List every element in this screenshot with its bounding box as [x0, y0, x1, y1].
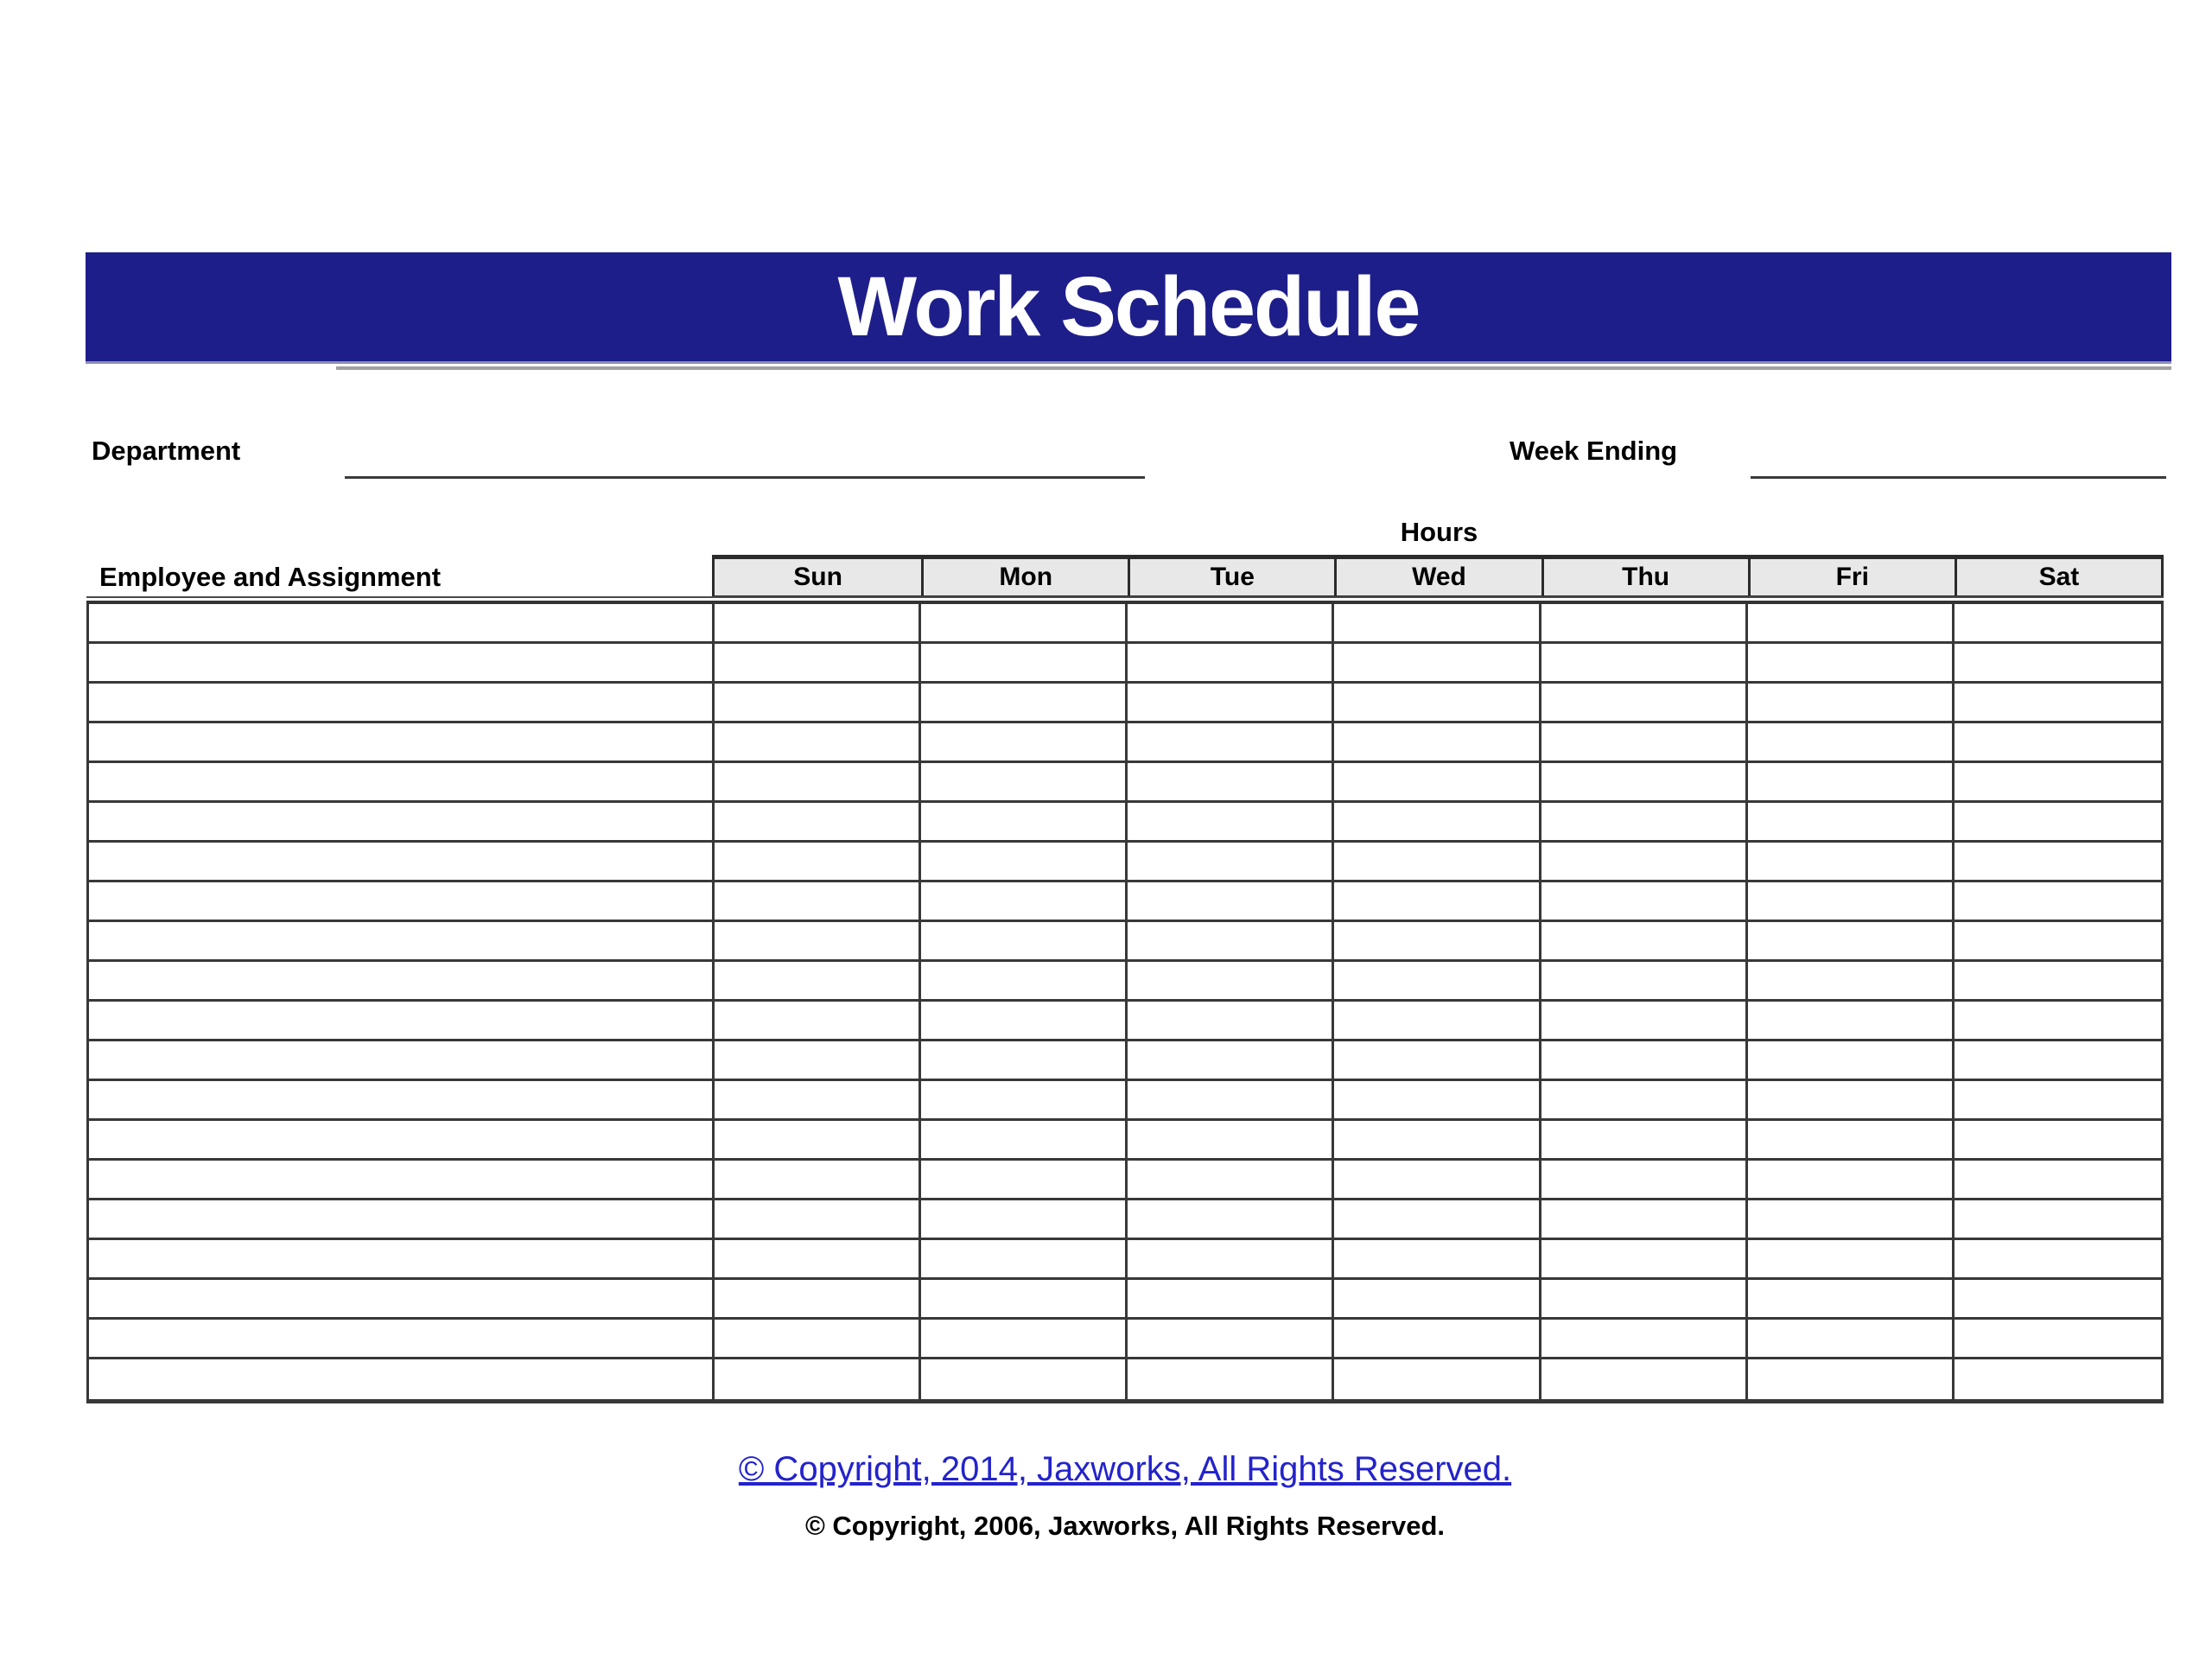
hour-cell-wed[interactable]	[1334, 1081, 1541, 1121]
hour-cell-mon[interactable]	[921, 684, 1128, 723]
hour-cell-sun[interactable]	[715, 843, 921, 882]
hour-cell-sat[interactable]	[1955, 1002, 2161, 1041]
hour-cell-sat[interactable]	[1955, 763, 2161, 803]
hour-cell-sat[interactable]	[1955, 1240, 2161, 1280]
hour-cell-sun[interactable]	[715, 1320, 921, 1359]
banner-drop-shadow	[336, 366, 2171, 370]
week-ending-label: Week Ending	[1510, 436, 1678, 466]
hour-cell-fri[interactable]	[1748, 1081, 1955, 1121]
hour-cell-tue[interactable]	[1128, 723, 1334, 763]
hour-cell-mon[interactable]	[921, 843, 1128, 882]
day-header-sun: Sun	[793, 563, 842, 591]
hour-cell-fri[interactable]	[1748, 803, 1955, 843]
day-header-thu: Thu	[1541, 559, 1748, 595]
copyright-2014-link[interactable]: © Copyright, 2014, Jaxworks, All Rights Reserved.	[738, 1450, 1512, 1488]
hour-cell-sat[interactable]	[1955, 803, 2161, 843]
hour-cell-tue[interactable]	[1128, 922, 1334, 962]
hour-cell-tue[interactable]	[1128, 803, 1334, 843]
title-banner	[86, 252, 2171, 364]
hour-cell-wed[interactable]	[1334, 1280, 1541, 1320]
hour-cell-tue[interactable]	[1128, 1359, 1334, 1399]
hour-cell-wed[interactable]	[1334, 1121, 1541, 1161]
employee-cell[interactable]	[89, 1280, 715, 1320]
employee-cell[interactable]	[89, 1161, 715, 1200]
hour-cell-fri[interactable]	[1748, 922, 1955, 962]
hour-cell-sun[interactable]	[715, 684, 921, 723]
employee-cell[interactable]	[89, 1320, 715, 1359]
hour-cell-tue[interactable]	[1128, 604, 1334, 644]
department-input-line[interactable]	[345, 476, 1145, 479]
hour-cell-fri[interactable]	[1748, 882, 1955, 922]
hour-cell-mon[interactable]	[921, 1121, 1128, 1161]
hour-cell-fri[interactable]	[1748, 644, 1955, 684]
employee-cell[interactable]	[89, 962, 715, 1002]
hour-cell-sun[interactable]	[715, 962, 921, 1002]
hour-cell-sun[interactable]	[715, 882, 921, 922]
hour-cell-thu[interactable]	[1541, 644, 1748, 684]
day-header-tue: Tue	[1128, 559, 1334, 595]
employee-cell[interactable]	[89, 1081, 715, 1121]
day-header-row	[712, 555, 2164, 598]
hour-cell-sun[interactable]	[715, 803, 921, 843]
hour-cell-mon[interactable]	[921, 1161, 1128, 1200]
hour-cell-sat[interactable]	[1955, 644, 2161, 684]
hour-cell-sat[interactable]	[1955, 843, 2161, 882]
hour-cell-sun[interactable]	[715, 922, 921, 962]
hour-cell-fri[interactable]	[1748, 1320, 1955, 1359]
hour-cell-thu[interactable]	[1541, 684, 1748, 723]
hour-cell-wed[interactable]	[1334, 803, 1541, 843]
hour-cell-wed[interactable]	[1334, 723, 1541, 763]
hour-cell-wed[interactable]	[1334, 922, 1541, 962]
hour-cell-mon[interactable]	[921, 803, 1128, 843]
hour-cell-sun[interactable]	[715, 1200, 921, 1240]
hour-cell-wed[interactable]	[1334, 1359, 1541, 1399]
hour-cell-thu[interactable]	[1541, 922, 1748, 962]
hour-cell-wed[interactable]	[1334, 604, 1541, 644]
employee-cell[interactable]	[89, 843, 715, 882]
hour-cell-tue[interactable]	[1128, 1002, 1334, 1041]
hour-cell-fri[interactable]	[1748, 1200, 1955, 1240]
hour-cell-thu[interactable]	[1541, 843, 1748, 882]
hour-cell-sun[interactable]	[715, 763, 921, 803]
hour-cell-sun[interactable]	[715, 1081, 921, 1121]
hour-cell-thu[interactable]	[1541, 1359, 1748, 1399]
employee-cell[interactable]	[89, 882, 715, 922]
week-ending-input-line[interactable]	[1751, 476, 2166, 479]
hour-cell-fri[interactable]	[1748, 1121, 1955, 1161]
employee-cell[interactable]	[89, 723, 715, 763]
hour-cell-wed[interactable]	[1334, 1002, 1541, 1041]
hour-cell-wed[interactable]	[1334, 1200, 1541, 1240]
hour-cell-sun[interactable]	[715, 1280, 921, 1320]
employee-cell[interactable]	[89, 922, 715, 962]
employee-cell[interactable]	[89, 604, 715, 644]
hour-cell-sat[interactable]	[1955, 1359, 2161, 1399]
hour-cell-thu[interactable]	[1541, 604, 1748, 644]
hour-cell-thu[interactable]	[1541, 763, 1748, 803]
hour-cell-sat[interactable]	[1955, 1121, 2161, 1161]
hour-cell-wed[interactable]	[1334, 843, 1541, 882]
hour-cell-sat[interactable]	[1955, 1280, 2161, 1320]
hour-cell-wed[interactable]	[1334, 1161, 1541, 1200]
hour-cell-mon[interactable]	[921, 1041, 1128, 1081]
hour-cell-thu[interactable]	[1541, 962, 1748, 1002]
hour-cell-thu[interactable]	[1541, 1041, 1748, 1081]
header-divider-top	[86, 596, 2164, 598]
hour-cell-tue[interactable]	[1128, 962, 1334, 1002]
hour-cell-fri[interactable]	[1748, 1041, 1955, 1081]
hour-cell-mon[interactable]	[921, 763, 1128, 803]
hour-cell-mon[interactable]	[921, 962, 1128, 1002]
employee-cell[interactable]	[89, 763, 715, 803]
hour-cell-sat[interactable]	[1955, 1081, 2161, 1121]
employee-cell[interactable]	[89, 1041, 715, 1081]
hour-cell-mon[interactable]	[921, 922, 1128, 962]
hour-cell-mon[interactable]	[921, 1200, 1128, 1240]
hour-cell-sun[interactable]	[715, 1240, 921, 1280]
hour-cell-tue[interactable]	[1128, 1121, 1334, 1161]
employee-cell[interactable]	[89, 1002, 715, 1041]
hour-cell-sat[interactable]	[1955, 684, 2161, 723]
hour-cell-sat[interactable]	[1955, 723, 2161, 763]
hour-cell-tue[interactable]	[1128, 644, 1334, 684]
hour-cell-mon[interactable]	[921, 644, 1128, 684]
employee-cell[interactable]	[89, 803, 715, 843]
day-header-wed: Wed	[1334, 559, 1541, 595]
hour-cell-thu[interactable]	[1541, 1002, 1748, 1041]
hour-cell-mon[interactable]	[921, 1359, 1128, 1399]
hour-cell-fri[interactable]	[1748, 1161, 1955, 1200]
hour-cell-sat[interactable]	[1955, 1041, 2161, 1081]
hour-cell-tue[interactable]	[1128, 763, 1334, 803]
hour-cell-sun[interactable]	[715, 1041, 921, 1081]
hour-cell-fri[interactable]	[1748, 684, 1955, 723]
hour-cell-sun[interactable]	[715, 723, 921, 763]
hour-cell-thu[interactable]	[1541, 1121, 1748, 1161]
hour-cell-tue[interactable]	[1128, 1161, 1334, 1200]
hour-cell-thu[interactable]	[1541, 803, 1748, 843]
hour-cell-fri[interactable]	[1748, 843, 1955, 882]
hour-cell-fri[interactable]	[1748, 763, 1955, 803]
hour-cell-sat[interactable]	[1955, 604, 2161, 644]
hour-cell-tue[interactable]	[1128, 843, 1334, 882]
hour-cell-tue[interactable]	[1128, 684, 1334, 723]
employee-cell[interactable]	[89, 644, 715, 684]
hour-cell-thu[interactable]	[1541, 1280, 1748, 1320]
hour-cell-mon[interactable]	[921, 882, 1128, 922]
hour-cell-thu[interactable]	[1541, 882, 1748, 922]
hour-cell-fri[interactable]	[1748, 1002, 1955, 1041]
copyright-2006-text: © Copyright, 2006, Jaxworks, All Rights Reserved.	[804, 1511, 1446, 1541]
hour-cell-thu[interactable]	[1541, 1081, 1748, 1121]
hour-cell-thu[interactable]	[1541, 1240, 1748, 1280]
department-label: Department	[92, 436, 241, 466]
employee-cell[interactable]	[89, 1200, 715, 1240]
hour-cell-sun[interactable]	[715, 604, 921, 644]
hour-cell-thu[interactable]	[1541, 723, 1748, 763]
hour-cell-fri[interactable]	[1748, 604, 1955, 644]
hours-header: Hours	[1400, 517, 1478, 547]
employee-cell[interactable]	[89, 1121, 715, 1161]
hour-cell-mon[interactable]	[921, 1240, 1128, 1280]
hour-cell-tue[interactable]	[1128, 1240, 1334, 1280]
hour-cell-sun[interactable]	[715, 1121, 921, 1161]
hour-cell-wed[interactable]	[1334, 1240, 1541, 1280]
hour-cell-fri[interactable]	[1748, 723, 1955, 763]
hour-cell-wed[interactable]	[1334, 644, 1541, 684]
hour-cell-sun[interactable]	[715, 644, 921, 684]
hour-cell-fri[interactable]	[1748, 1280, 1955, 1320]
hour-cell-fri[interactable]	[1748, 1240, 1955, 1280]
hour-cell-tue[interactable]	[1128, 1280, 1334, 1320]
hour-cell-mon[interactable]	[921, 1002, 1128, 1041]
schedule-grid	[86, 604, 2164, 1403]
employee-assignment-header: Employee and Assignment	[99, 561, 442, 592]
hour-cell-sat[interactable]	[1955, 922, 2161, 962]
employee-cell[interactable]	[89, 1240, 715, 1280]
hour-cell-thu[interactable]	[1541, 1161, 1748, 1200]
hour-cell-wed[interactable]	[1334, 684, 1541, 723]
hour-cell-sat[interactable]	[1955, 1161, 2161, 1200]
employee-cell[interactable]	[89, 684, 715, 723]
hour-cell-thu[interactable]	[1541, 1320, 1748, 1359]
hour-cell-sun[interactable]	[715, 1359, 921, 1399]
hour-cell-tue[interactable]	[1128, 882, 1334, 922]
hour-cell-sat[interactable]	[1955, 962, 2161, 1002]
hour-cell-thu[interactable]	[1541, 1200, 1748, 1240]
hour-cell-mon[interactable]	[921, 1280, 1128, 1320]
hour-cell-sat[interactable]	[1955, 1200, 2161, 1240]
hour-cell-wed[interactable]	[1334, 962, 1541, 1002]
hour-cell-mon[interactable]	[921, 1081, 1128, 1121]
day-header-mon: Mon	[921, 559, 1128, 595]
hour-cell-mon[interactable]	[921, 604, 1128, 644]
hour-cell-sat[interactable]	[1955, 882, 2161, 922]
hour-cell-tue[interactable]	[1128, 1200, 1334, 1240]
page-title: Work Schedule	[837, 259, 1420, 353]
hour-cell-wed[interactable]	[1334, 1320, 1541, 1359]
hour-cell-mon[interactable]	[921, 1320, 1128, 1359]
hour-cell-wed[interactable]	[1334, 882, 1541, 922]
employee-cell[interactable]	[89, 1359, 715, 1399]
hour-cell-fri[interactable]	[1748, 962, 1955, 1002]
hour-cell-sun[interactable]	[715, 1161, 921, 1200]
hour-cell-tue[interactable]	[1128, 1081, 1334, 1121]
hour-cell-mon[interactable]	[921, 723, 1128, 763]
day-header-fri: Fri	[1748, 559, 1955, 595]
hour-cell-sat[interactable]	[1955, 1320, 2161, 1359]
hour-cell-wed[interactable]	[1334, 1041, 1541, 1081]
hour-cell-tue[interactable]	[1128, 1041, 1334, 1081]
hour-cell-fri[interactable]	[1748, 1359, 1955, 1399]
day-header-sat: Sat	[1955, 559, 2161, 595]
hour-cell-wed[interactable]	[1334, 763, 1541, 803]
hour-cell-tue[interactable]	[1128, 1320, 1334, 1359]
hour-cell-sun[interactable]	[715, 1002, 921, 1041]
